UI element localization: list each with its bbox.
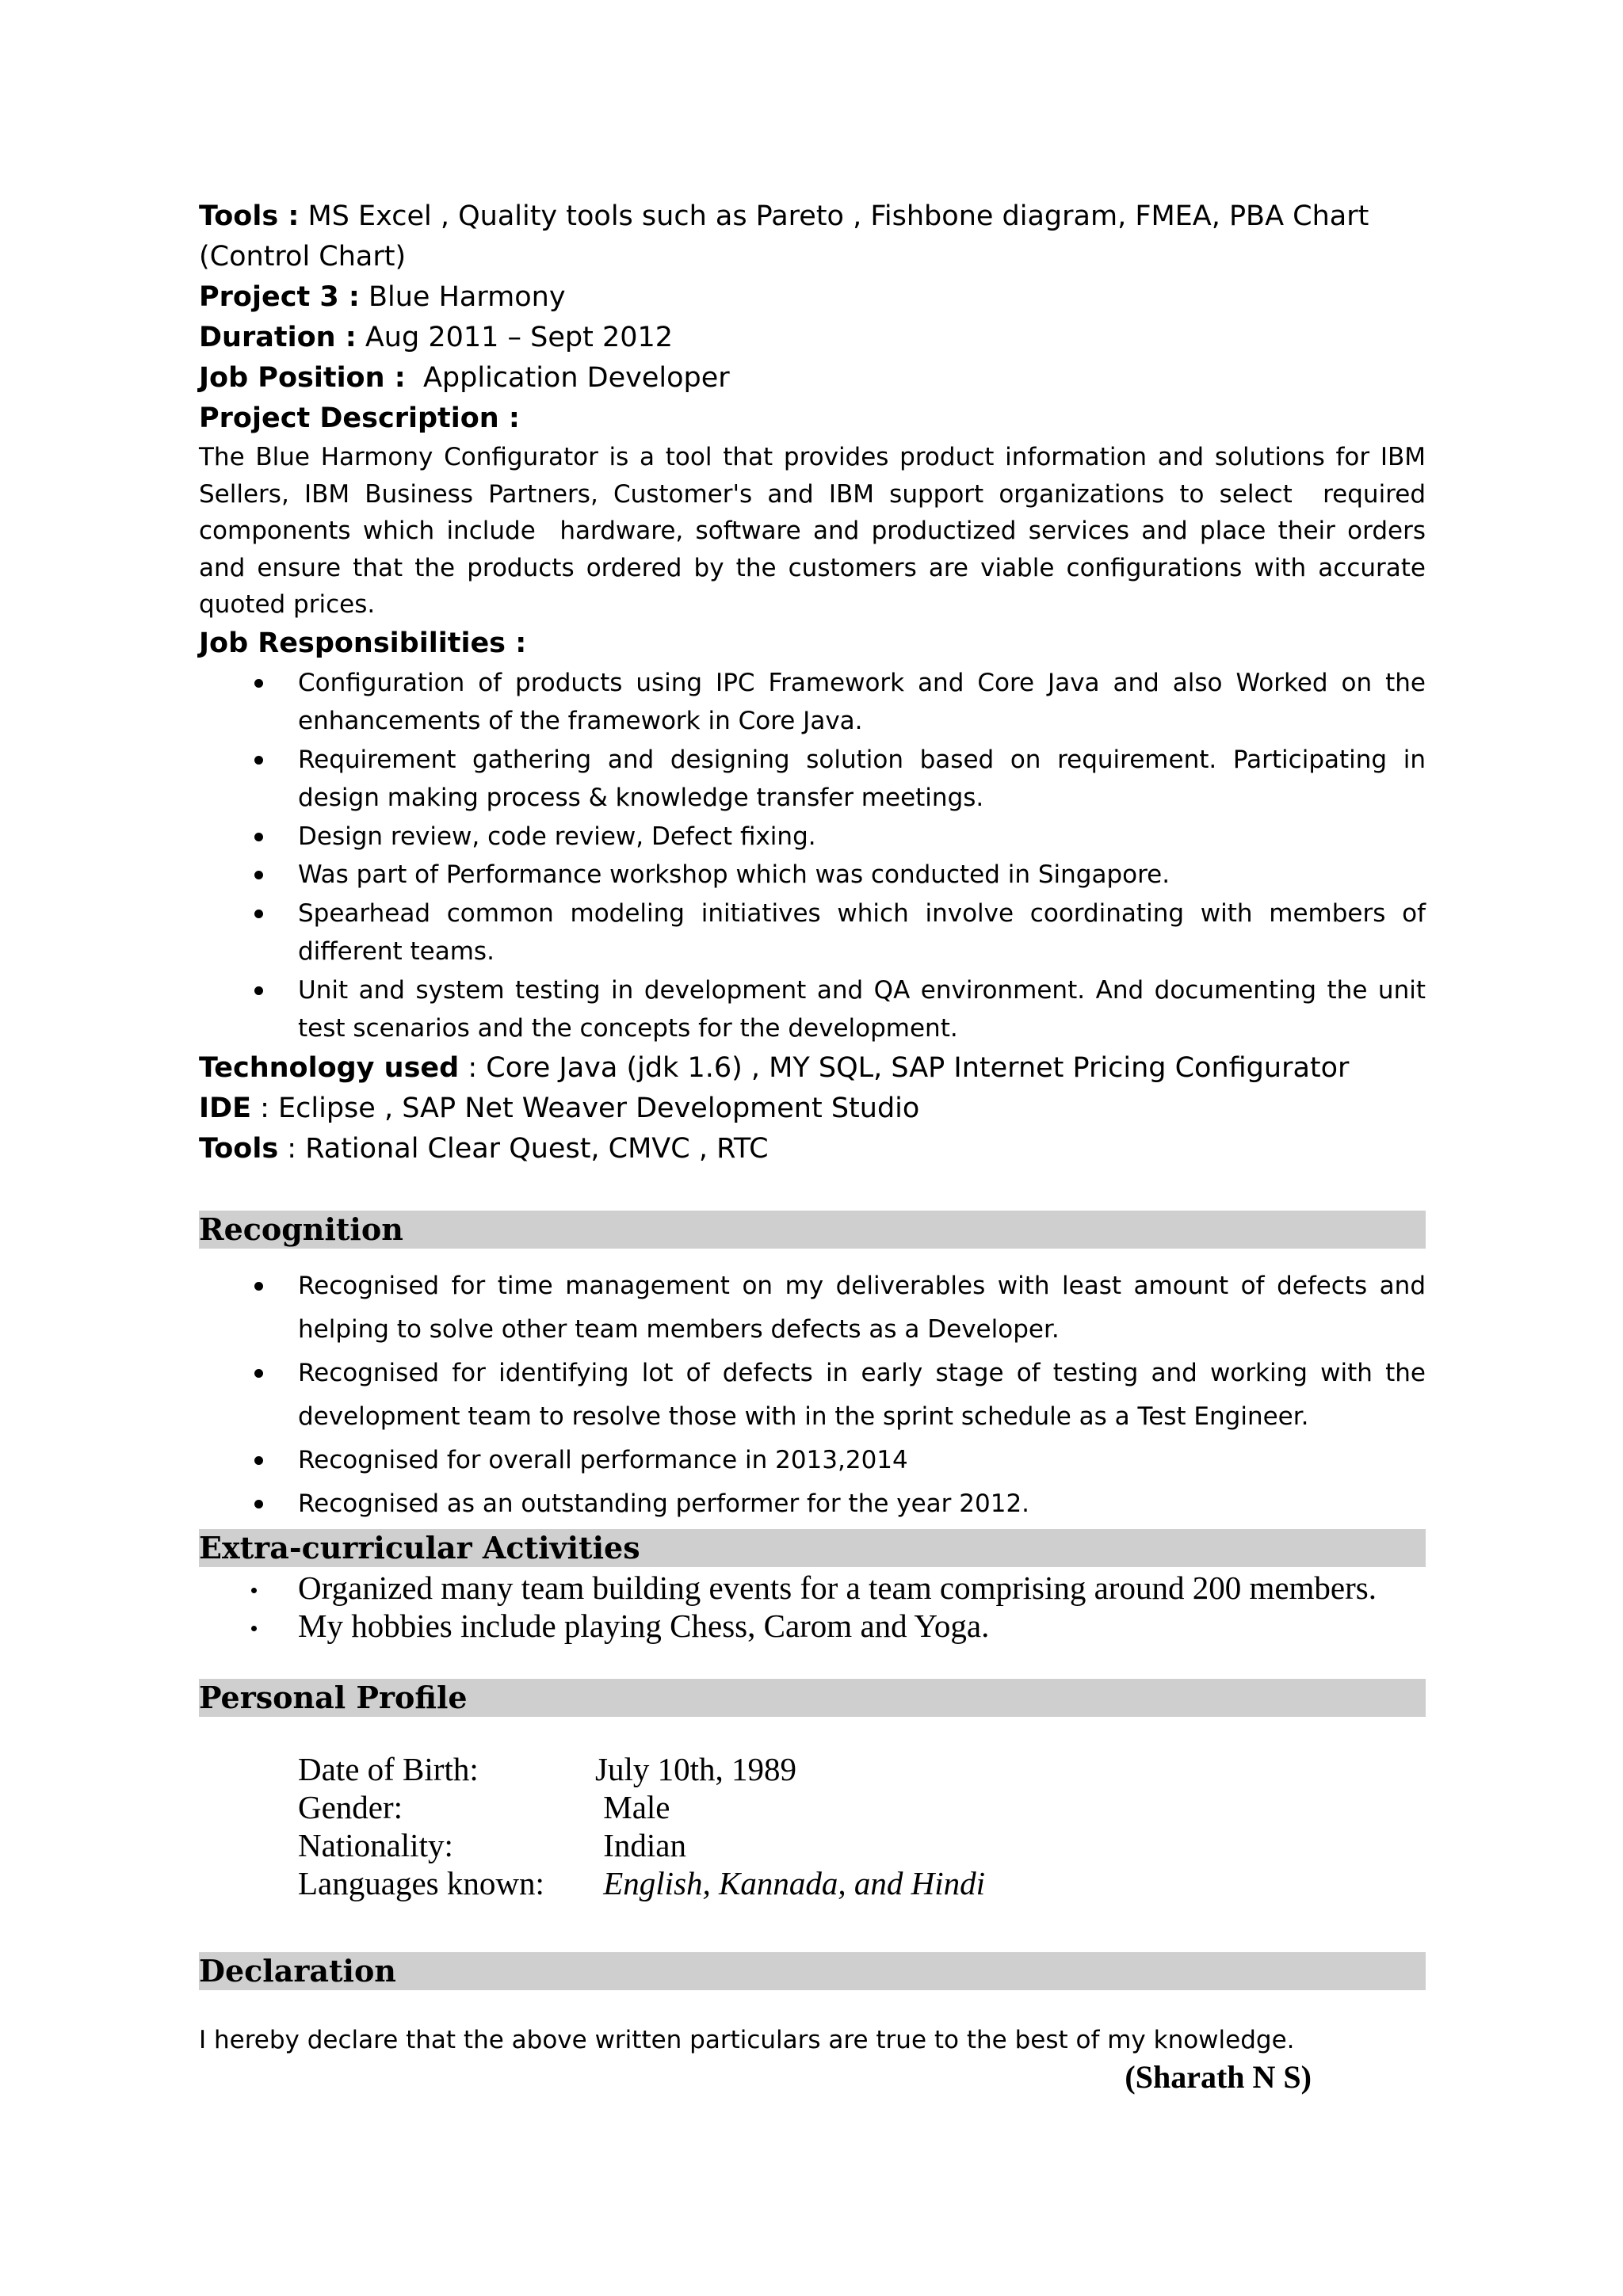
technology-label: Technology used — [199, 1051, 460, 1084]
gender-label: Gender: — [298, 1788, 403, 1825]
technology-line — [199, 1048, 1426, 1089]
list-item — [199, 1482, 1426, 1526]
recognition-section-header — [199, 1211, 1426, 1249]
nationality-value: Indian — [595, 1826, 686, 1863]
list-item — [199, 818, 1426, 856]
personal-profile-heading: Personal Profile — [199, 1679, 468, 1715]
ide-value: : Eclipse , SAP Net Weaver Development Studio — [250, 1092, 920, 1124]
bullet-icon — [251, 1626, 257, 1631]
job-position-line — [199, 358, 1426, 399]
project-description-heading: Project Description : — [199, 402, 520, 434]
project-tools-label: Tools — [199, 1132, 279, 1165]
personal-profile-section-header — [199, 1679, 1426, 1717]
list-item-text: Was part of Performance workshop which was conducted in Singapore. — [298, 860, 1170, 889]
declaration-section-header — [199, 1952, 1426, 1990]
list-item-text: Recognised as an outstanding performer for the year 2012. — [298, 1489, 1030, 1518]
job-responsibilities-heading: Job Responsibilities : — [199, 627, 527, 659]
recognition-list — [199, 1264, 1426, 1526]
list-item-text: Recognised for overall performance in 2013,2014 — [298, 1445, 908, 1474]
project-line — [199, 277, 1426, 318]
list-item-text: Recognised for identifying lot of defects in early stage of testing and working with the development team to resolve those with in the sprint schedule as a Test Engineer. — [298, 1358, 1426, 1431]
personal-profile-table — [298, 1750, 985, 1902]
project-tools-value: : Rational Clear Quest, CMVC , RTC — [278, 1132, 769, 1165]
declaration-text: I hereby declare that the above written particulars are true to the best of my knowledge. — [199, 2025, 1295, 2054]
list-item — [199, 1439, 1426, 1482]
nationality-label: Nationality: — [298, 1826, 453, 1863]
list-item-text: Design review, code review, Defect fixing. — [298, 822, 816, 851]
table-row — [298, 1788, 985, 1826]
languages-label: Languages known: — [298, 1864, 544, 1901]
tools-line — [199, 196, 1426, 277]
extra-curricular-heading: Extra-curricular Activities — [199, 1529, 640, 1566]
list-item-text: Unit and system testing in development and QA environment. And documenting the unit test scenarios and the concepts for the development. — [298, 975, 1426, 1043]
list-item — [199, 971, 1426, 1048]
list-item — [199, 741, 1426, 818]
resume-content — [199, 196, 1434, 2096]
languages-value: English, Kannada, and Hindi — [595, 1864, 986, 1901]
responsibilities-list — [199, 664, 1426, 1048]
bullet-icon — [254, 1456, 263, 1465]
list-item-text: Configuration of products using IPC Framework and Core Java and also Worked on the enhancements of the framework in Core Java. — [298, 668, 1426, 735]
list-item-text: Recognised for time management on my deliverables with least amount of defects and helping to solve other team members defects as a Developer. — [298, 1271, 1426, 1344]
dob-value: July 10th, 1989 — [595, 1750, 796, 1787]
project-tools-line — [199, 1129, 1426, 1169]
project-value: Blue Harmony — [359, 281, 566, 313]
list-item-text: My hobbies include playing Chess, Carom and Yoga. — [298, 1607, 990, 1644]
table-row — [298, 1864, 985, 1902]
gender-value: Male — [595, 1788, 670, 1825]
ide-label: IDE — [199, 1092, 251, 1124]
duration-value: Aug 2011 – Sept 2012 — [356, 322, 674, 353]
declaration-heading: Declaration — [199, 1952, 396, 1989]
list-item — [199, 894, 1426, 971]
bullet-icon — [254, 756, 263, 765]
dob-label: Date of Birth: — [298, 1750, 479, 1787]
list-item — [199, 1264, 1426, 1352]
bullet-icon — [254, 910, 263, 918]
bullet-icon — [251, 1588, 257, 1593]
tools-value: MS Excel , Quality tools such as Pareto , Fishbone diagram, FMEA, PBA Chart (Control Chart) — [199, 200, 1369, 273]
project-description: The Blue Harmony Configurator is a tool that provides product information and solutions for IBM Sellers, IBM Business Partners, Customer's and IBM support organizations to select required components which include hardware, software and productized services and place their orders and ensure that the products ordered by the customers are viable configurations with accurate quoted prices. — [199, 443, 1434, 619]
technology-value: : Core Java (jdk 1.6) , MY SQL, SAP Internet Pricing Configurator — [459, 1051, 1350, 1084]
list-item — [199, 856, 1426, 894]
table-row — [298, 1750, 985, 1788]
bullet-icon — [254, 986, 263, 995]
project-label: Project 3 : — [199, 281, 360, 313]
signature: (Sharath N S) — [1125, 2058, 1312, 2095]
ide-line — [199, 1089, 1426, 1129]
list-item-text: Spearhead common modeling initiatives which involve coordinating with members of different teams. — [298, 898, 1426, 966]
bullet-icon — [254, 1500, 263, 1508]
bullet-icon — [254, 871, 263, 879]
list-item-text: Organized many team building events for a team comprising around 200 members. — [298, 1569, 1377, 1606]
table-row — [298, 1826, 985, 1864]
bullet-icon — [254, 679, 263, 688]
list-item — [199, 1607, 1426, 1645]
duration-line — [199, 318, 1426, 358]
job-position-value: Application Developer — [405, 362, 730, 394]
list-item — [199, 1352, 1426, 1439]
bullet-icon — [254, 1369, 263, 1378]
bullet-icon — [254, 1282, 263, 1291]
recognition-heading: Recognition — [199, 1211, 403, 1247]
bullet-icon — [254, 833, 263, 841]
extra-curricular-section-header — [199, 1529, 1426, 1567]
duration-label: Duration : — [199, 322, 357, 353]
list-item-text: Requirement gathering and designing solution based on requirement. Participating in design making process & knowledge transfer meetings. — [298, 745, 1426, 812]
list-item — [199, 664, 1426, 741]
list-item — [199, 1569, 1426, 1607]
job-position-label: Job Position : — [199, 362, 406, 394]
extra-curricular-list — [199, 1569, 1426, 1645]
tools-label: Tools : — [199, 200, 300, 232]
